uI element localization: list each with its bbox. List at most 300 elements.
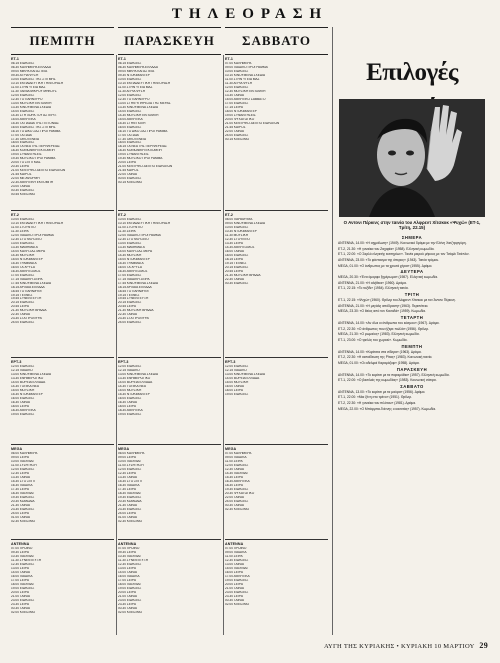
movie-photo-image — [339, 99, 485, 217]
program-listing: 10.10 ΕΚΠΑΙΔΕΥΤΙΚΗ ΤΗΛΕΟΡΑΣΗ — [118, 82, 171, 86]
page-number: 29 — [479, 641, 488, 650]
program-listing: 09.00 ΣΕΙΡΑ — [118, 456, 136, 460]
program-listing: 09.00 ΠΑΙΔΙΚΑ — [225, 456, 247, 460]
program-listing: 10.00 ΠΑΙΧΝΙΔΙ — [118, 460, 141, 464]
program-listing: 18.30 ΚΟΙΝΩΝΙΚΗ ΕΚΠΟΜΠΗ — [118, 149, 162, 153]
program-listing: 12.00 ΠΑΙΔΙΚΟ ΠΡΟΓΡΑΜΜΑ — [11, 234, 54, 238]
program-listing: 20.15 ΕΙΔΗΣΕΙΣ — [118, 301, 142, 305]
program-listing: 07.00 ΠΡΩΙΝΟ — [118, 547, 140, 551]
program-listing: 20.00 ΤΟ ΣΠΙΤΙ ΜΑΣ — [11, 161, 41, 165]
program-listing: 23.00 ΕΙΔΗΣΕΙΣ — [11, 598, 35, 602]
program-listing: 18.15 ΑΡΧΑΙΑ ΕΛΛΑΔΑ — [118, 285, 152, 289]
program-listing: 14.30 ΜΟΥΣΙΚΗ — [11, 253, 35, 257]
movie-entry: ΑΝΤΕΝΝΑ, 14.00: «Το κορίτσι με τα παραμύθια» (1957). Ελληνική κωμωδία. — [338, 372, 450, 377]
movie-entry: ΑΝΤΕΝΝΑ, 14.00: «Η αιχμάλωτη» (1949). Κοινωνικό δράμα με την Ελένη Χατζηαργύρη. — [338, 241, 467, 245]
channel-name: MEGA — [225, 447, 237, 451]
program-listing: 14.00 ΕΙΔΗΣΕΙΣ — [11, 109, 35, 113]
program-listing: 12.00 ΕΙΔΗΣΕΙΣ — [225, 464, 249, 468]
program-listing: 10.00 ΕΙΔΗΣΕΙΣ — [11, 218, 35, 222]
program-listing: 11.30 ΣΕΙΡΑ — [118, 230, 136, 234]
program-listing: 15.30 ΣΤΟ ΣΠΙΤΙ — [118, 480, 143, 484]
program-listing: 13.30 ΜΑΘΗΜΑΤΑ — [11, 246, 38, 250]
movie-photo — [339, 99, 485, 217]
program-listing: 14.00 ΚΑΛΗ ΣΑΣ ΜΕΡΑ — [11, 250, 46, 254]
program-listing: 11.00 ΣΕΙΡΑ — [225, 555, 243, 559]
channel-block — [11, 542, 114, 635]
program-listing: 12.15 ΠΑΙΔΙΚΟ — [11, 369, 33, 373]
program-listing: 16.30 ΤΑΙΝΙΑ — [11, 400, 30, 404]
program-listing: 23.30 ΣΕΙΡΑ — [11, 602, 29, 606]
program-listing: 13.30 ΤΑΙΝΙΑ — [118, 476, 137, 480]
program-listing: 16.00 ΤΑΙΝΙΑ — [225, 385, 244, 389]
movie-day-heading: ΤΕΤΑΡΤΗ — [400, 315, 424, 321]
program-listing: 11.30 ΑΓΡΙΑ ΦΥΣΗ — [118, 90, 146, 94]
program-listing: 21.00 ΤΑΙΝΙΑ — [118, 594, 137, 598]
channel-name: ANTENNA — [118, 542, 137, 546]
channel-block — [11, 447, 114, 537]
program-listing: 11.00 ΣΕΙΡΑ — [225, 460, 243, 464]
program-listing: 22.30 ΤΑΙΝΙΑ — [11, 313, 30, 317]
program-listing: 21.30 ΤΑΙΝΙΑ — [11, 503, 30, 507]
program-listing: 20.30 ΚΩΜΩΔΙΑ — [118, 499, 142, 503]
photo-caption: Ο Αντονι Πέρκινς στην ταινία του Αλφρεντ Χίτσκοκ «Ψυχώ» (ΕΤ-1, Τρίτη, 22.15) — [343, 220, 481, 231]
program-listing: 10.30 ΠΑΙΧΝΙΔΙ — [11, 555, 34, 559]
program-listing: 16.30 ΑΘΛΗΤΙΣΜΟΣ — [11, 269, 41, 273]
program-listing: 17.15 ΣΕΙΡΑ — [225, 105, 243, 109]
movie-entry: ΕΤ-1, 22.00: «Ο βασιλιάς της κωμωδίας» (1983). Κοινωνική σάτιρα. — [338, 378, 437, 383]
channel-name: ΕΤ-2 — [118, 213, 126, 217]
program-listing: 23.30 ΣΤΑ ΠΡΟΘΥΡΑ — [11, 317, 42, 321]
program-listing: 12.30 ΕΙΔΗΣΕΙΣ — [225, 559, 249, 563]
movie-day-heading: ΣΑΒΒΑΤΟ — [400, 383, 424, 389]
program-listing: 14.00 ΕΙΔΗΣΕΙΣ — [118, 109, 142, 113]
program-listing: 24.00 ΕΙΔΗΣΕΙΣ — [225, 499, 249, 503]
program-listing: 21.00 ΚΕΝΤΡΙΚΟ ΔΕΛΤΙΟ ΕΙΔΗΣΕΩΝ — [225, 121, 280, 125]
movie-day-heading: ΠΕΜΠΤΗ — [401, 343, 423, 349]
program-listing: 15.00 ΝΤΟΚΙΜΑΝΤΕΡ — [11, 257, 43, 261]
program-listing: 19.30 ΕΙΔΗΣΕΙΣ — [225, 487, 249, 491]
movie-entry: ΕΤ-2, 21.30: «Η γυναίκα του Ζαχαρία» (1958). Ελληνική κωμωδία. — [338, 246, 435, 251]
program-listing: 00.30 ΤΑΙΝΙΑ — [118, 606, 137, 610]
program-listing: 11.30 ΜΟΥΣΙΚΗ — [225, 234, 249, 238]
channel-block — [118, 360, 221, 442]
program-listing: 13.00 ΜΟΥΣΙΚΗ ΕΚΠΟΜΠΗ — [11, 101, 52, 105]
block-divider — [118, 210, 221, 211]
program-listing: 00.15 ΚΛΕΙΣΙΜΟ — [118, 181, 143, 184]
program-listing: 21.45 ΚΑΙΡΟΣ — [118, 169, 139, 173]
program-listing: 07.00 ΠΡΩΙΝΟ — [225, 547, 247, 551]
program-listing: 20.15 ΕΙΔΗΣΕΙΣ — [225, 265, 249, 269]
program-listing: 00.30 ΤΑΙΝΙΑ — [225, 598, 244, 602]
movie-entry: MEGA, 21.30: «Ο ρωμαίος» (1983). Ελληνική κωμωδία. — [338, 332, 420, 337]
program-listing: 18.00 ΝΤΟΚΙΜΑΝΤΕΡ — [225, 109, 257, 113]
program-listing: 14.30 ΠΑΙΧΝΙΔΙ — [225, 472, 248, 476]
movie-entry: MEGA, 22.00: «Ο Μπάρμπα-Γιάννης ο κανατάς» (1957). Κωμωδία. — [338, 406, 437, 411]
program-listing: 15.00 ΜΟΥΣΙΚΗ — [118, 389, 142, 393]
program-listing: 15.00 ΜΟΥΣΙΚΗ — [225, 381, 249, 385]
channel-name: ΕΤ-2 — [225, 213, 233, 217]
channel-name: ANTENNA — [11, 542, 30, 546]
program-listing: 18.30 ΑΘΛΗΤΙΚΑ — [11, 408, 36, 412]
program-listing: 12.30 ΤΟ ΠΑΡΑΘΥΡΟ — [118, 97, 150, 101]
program-listing: 23.00 ΕΙΔΗΣΕΙΣ — [118, 598, 142, 602]
program-listing: 21.00 ΤΑΙΝΙΑ — [225, 586, 244, 590]
program-listing: 22.30 ΤΑΙΝΙΑ — [118, 313, 137, 317]
program-listing: 16.00 ΠΑΙΔΙΚΑ — [118, 575, 140, 579]
program-listing: 18.15 ΣΕΙΡΑ — [225, 257, 243, 261]
program-listing: 16.00 ΕΙΔΗΣΕΙΣ — [118, 125, 142, 129]
channel-block — [11, 213, 114, 354]
program-listing: 09.00 ΚΙΝΟΥΜΕΝΑ ΣΧΕΔΙΑ — [225, 222, 265, 226]
program-listing: 11.00 ΣΤΟΥΝΤΙΟ — [118, 226, 143, 230]
block-divider — [118, 539, 221, 540]
channel-name: MEGA — [11, 447, 23, 451]
day-heading: ΠΕΜΠΤΗ — [11, 27, 114, 55]
movie-entry: ΕΤ-2, 22.30: «Η γυναίκα του πιλότου» (1981). Δράμα. — [338, 401, 417, 406]
channel-block — [118, 447, 221, 537]
program-listing: 23.00 ΤΑΙΝΙΑ — [11, 184, 30, 188]
program-listing: 00.30 ΤΑΙΝΙΑ — [11, 606, 30, 610]
program-listing: 17.30 ΣΕΙΡΑ — [11, 487, 29, 491]
program-listing: 13.00 ΕΙΔΗΣΕΙΣ — [118, 242, 142, 246]
program-listing: 16.00 ΤΑ ΧΡΥΣΑ — [11, 265, 35, 269]
sidebar-title: Επιλογές — [366, 59, 458, 86]
program-listing: 13.30 ΤΑΙΝΙΑ — [225, 94, 244, 98]
block-divider — [225, 444, 328, 445]
program-listing: 00.00 ΕΙΔΗΣΕΙΣ — [118, 177, 142, 181]
program-listing: 11.30 ΣΕΙΡΑ — [11, 230, 29, 234]
footer-text: ΑΥΓΗ ΤΗΣ ΚΥΡΙΑΚΗΣ • ΚΥΡΙΑΚΗ 10 ΜΑΡΤΙΟΥ — [324, 643, 475, 650]
program-listing: 21.30 ΜΟΥΣΙΚΗ ΒΡΑΔΙΑ — [11, 309, 47, 313]
movie-entry: ΕΤ-2, 22.30: «Ο άνθρωπος που ήξερε πολλά» (1956). Θρίλερ. — [338, 326, 429, 331]
program-listing: 19.00 ΣΥΝΑΝΤΗΣΕΙΣ — [118, 153, 149, 157]
program-listing: 18.30 ΠΑΙΧΝΙΔΙ — [118, 491, 141, 495]
block-divider — [11, 210, 114, 211]
movie-entry: ΑΝΤΕΝΝΑ, 13.00: «Το κορίτσι με τα μαύρα» (1956). Δράμα. — [338, 389, 426, 394]
program-listing: 11.00 ΣΤΗΝ ΥΓΕΙΑ ΜΑΣ — [11, 86, 46, 90]
program-listing: 02.30 ΚΛΕΙΣΙΜΟ — [118, 519, 143, 523]
day-heading: ΠΑΡΑΣΚΕΥΗ — [118, 27, 221, 55]
program-listing: 11.00 ΣΤΗΝ ΥΓΕΙΑ ΜΑΣ — [225, 78, 260, 82]
channel-name: ΕΤ-2 — [11, 213, 19, 217]
program-listing: 12.00 ΕΙΔΗΣΕΙΣ — [11, 94, 35, 98]
program-listing: 21.00 ΚΕΝΤΡΙΚΟ ΔΕΛΤΙΟ ΕΙΔΗΣΕΩΝ — [118, 165, 173, 169]
program-listing: 12.30 ΣΕΙΡΑ — [11, 472, 29, 476]
program-listing: 09.00 ΜΙΚΡΑ ΚΑΙ ΑΣΤΕΙΑ — [118, 70, 155, 74]
program-listing: 19.45 ΣΥΝΕΝΤΕΥΞΗ — [118, 297, 149, 301]
program-listing: 10.10 ΚΙΝΟΥΜΕΝΑ ΣΧΕΔΙΑ — [225, 74, 265, 78]
program-listing: 18.30 ΑΘΛΗΤΙΚΑ — [118, 408, 143, 412]
program-listing: 11.00 ΣΥΖΗΤΗΣΗ — [118, 464, 144, 468]
movie-entry: MEGA, 01.00: «Ο άνθρωπος με τα χρυσά χέρια» (1955). Δράμα. — [338, 263, 433, 268]
program-listing: 11.30 ΣΥΝΕΝΤΕΥΞΗ — [11, 559, 42, 563]
movie-entry: MEGA, 01.00: «Οι αδελφοί Καραμάζοφ» (1958). Δράμα. — [338, 360, 420, 365]
program-listing: 09.00 ΠΑΙΔΙΚΟ ΠΡΟΓΡΑΜΜΑ — [225, 66, 268, 70]
program-listing: 12.00 ΕΙΔΗΣΕΙΣ — [118, 468, 142, 472]
program-listing: 15.00 ΑΘΛΗΤΙΚΑ — [118, 117, 143, 121]
program-listing: 09.30 ΣΕΙΡΑ — [118, 551, 136, 555]
program-listing: 18.00 ΕΙΔΗΣΕΙΣ — [118, 141, 142, 145]
program-listing: 15.30 ΣΤΗΝ ΠΟΛΗ — [118, 121, 146, 125]
block-divider — [225, 210, 328, 211]
program-listing: 19.30 ΜΟΥΣΙΚΟ ΠΡΟΓΡΑΜΜΑ — [11, 157, 56, 161]
program-listing: 11.30 ΑΓΡΙΑ ΦΥΣΗ — [225, 82, 253, 86]
movie-picks-sidebar — [336, 27, 488, 635]
program-listing: 23.30 ΕΙΔΗΣΕΙΣ — [118, 507, 142, 511]
program-listing: 10.00 ΕΙΔΗΣΕΙΣ — [225, 226, 249, 230]
program-listing: 11.00 ΣΤΗΝ ΥΓΕΙΑ ΜΑΣ — [118, 86, 153, 90]
program-listing: 13.00 ΕΙΔΗΣΕΙΣ — [11, 242, 35, 246]
program-listing: 10.00 ΕΙΔΗΣΕΙΣ ΤΗΣ ΣΤΙΓΜΗΣ — [11, 78, 56, 82]
program-listing: 14.30 ΣΤΗ ΧΩΡΑ ΤΟΥ ΑΣΤΕΡΙΞ — [11, 113, 57, 117]
program-listing: 17.00 ΕΙΔΗΣΕΙΣ — [11, 273, 35, 277]
program-listing: 16.10 ΤΟ ΔΙΚΟ ΣΑΣ ΠΡΟΓΡΑΜΜΑ — [11, 129, 61, 133]
program-listing: 22.30 ΑΘΛΗΤΙΚΗ ΕΚΠΟΜΠΗ — [11, 181, 54, 184]
program-listing: 17.15 ΠΑΙΔΙΚΗ ΣΕΙΡΑ — [118, 277, 150, 281]
program-listing: 17.00 ΣΕΙΡΑ — [118, 579, 136, 583]
channel-block — [118, 213, 221, 354]
program-listing: 14.30 ΜΟΥΣΙΚΗ ΕΚΠΟΜΠΗ — [118, 113, 159, 117]
movie-day-heading: ΣΗΜΕΡΑ — [401, 235, 423, 240]
program-listing: 07.00 ΠΡΩΙΝΟ — [11, 547, 33, 551]
movie-list — [338, 235, 486, 412]
program-listing: 06.15 ΕΙΔΗΣΕΙΣ — [11, 62, 35, 66]
program-listing: 19.00 ΕΙΔΗΣΕΙΣ — [225, 579, 249, 583]
program-listing: 13.30 ΕΝΗΜΕΡΩΤΙΚΟ — [118, 377, 151, 381]
program-listing: 20.15 ΕΙΔΗΣΕΙΣ — [11, 301, 35, 305]
program-listing: 19.30 ΜΟΥΣΙΚΟ ΠΡΟΓΡΑΜΜΑ — [118, 157, 163, 161]
block-divider — [11, 539, 114, 540]
program-listing: 18.15 ΤΑ ΝΕΑ ΤΗΣ ΠΕΡΙΦΕΡΕΙΑΣ — [11, 145, 61, 149]
program-listing: 16.00 ΣΕΙΡΑ — [225, 571, 243, 575]
program-listing: 09.30 ΣΕΙΡΑ — [11, 551, 29, 555]
program-listing: 01.00 ΤΑΙΝΙΑ — [118, 515, 137, 519]
program-listing: 17.30 ΟΙΚΟΓΕΝΕΙΑ — [118, 137, 147, 141]
program-listing: 15.30 ΝΤΟΚΙΜΑΝΤΕΡ — [11, 393, 43, 397]
program-listing: 19.30 ΕΙΔΗΣΕΙΣ — [118, 495, 142, 499]
program-listing: 21.30 ΤΑΙΝΙΑ — [118, 503, 137, 507]
program-listing: 12.00 ΕΙΔΗΣΕΙΣ — [118, 94, 142, 98]
program-listing: 14.00 ΒΟΡΕΙΑ ΕΛΛΑΔΑ — [225, 377, 260, 381]
program-listing: 21.00 ΤΑΙΝΙΑ — [11, 594, 30, 598]
program-listing: 15.00 ΜΟΥΣΙΚΗ — [11, 389, 35, 393]
program-listing: 23.30 ΕΙΔΗΣΕΙΣ — [11, 507, 35, 511]
program-listing: 17.00 ΑΘΛΗΤΙΚΑ — [225, 575, 250, 579]
program-listing: 06.00 ΚΑΛΗΜΕΡΑ — [11, 452, 38, 456]
channel-block — [225, 57, 328, 207]
movie-entry: ΑΝΤΕΝΝΑ, 21.00: «Η μεγάλη απόδραση» (1963). Περιπέτεια. — [338, 303, 429, 308]
program-listing: 24.00 ΣΕΙΡΑ — [118, 511, 136, 515]
program-listing: 12.00 ΕΙΔΗΣΕΙΣ — [11, 468, 35, 472]
program-listing: 12.30 ΕΙΔΗΣΕΙΣ — [118, 563, 142, 567]
program-listing: 17.30 ΟΙΚΟΓΕΝΕΙΑ — [11, 137, 40, 141]
program-listing: 10.30 ΝΤΟΚΙΜΑΝΤΕΡ — [225, 230, 257, 234]
program-listing: 06.30 ΚΑΛΗΜΕΡΑ ΕΛΛΑΔΑ — [118, 66, 158, 70]
program-listing: 12.15 ΠΑΙΔΙΚΟ — [225, 369, 247, 373]
program-listing: 18.45 ΤΟ ΠΑΡΑΜΥΘΙ — [11, 289, 42, 293]
program-listing: 23.30 ΣΕΙΡΑ — [118, 602, 136, 606]
program-listing: 15.30 ΤΑ ΠΑΙΔΙΑ ΤΗΣ ΓΕΙΤΟΝΙΑΣ — [11, 121, 59, 125]
program-listing: 09.00 ΠΑΙΔΙΚΑ — [225, 551, 247, 555]
program-listing: 23.30 ΣΤΑ ΠΡΟΘΥΡΑ — [118, 317, 149, 321]
program-listing: 16.30 ΤΑΙΝΙΑ — [118, 400, 137, 404]
program-listing: 06.00 ΚΑΛΗΜΕΡΑ — [118, 452, 145, 456]
program-listing: 16.00 ΕΙΔΗΣΕΙΣ ΤΗΣ ΣΤΙΓΜΗΣ — [11, 125, 56, 129]
program-listing: 16.00 ΠΑΙΔΙΚΑ — [11, 575, 33, 579]
program-listing: 14.00 ΒΟΡΕΙΑ ΕΛΛΑΔΑ — [11, 381, 46, 385]
program-listing: 16.00 ΤΑ ΧΡΥΣΑ — [118, 265, 142, 269]
program-listing: 23.00 ΕΙΔΗΣΕΙΣ — [225, 590, 249, 594]
program-listing: 12.00 ΕΙΔΗΣΕΙΣ — [225, 86, 249, 90]
program-listing: 01.00 ΤΑΙΝΙΑ — [11, 515, 30, 519]
program-listing: 09.00 ΣΕΙΡΑ — [11, 456, 29, 460]
program-listing: 17.00 ΕΙΔΗΣΕΙΣ — [118, 273, 142, 277]
program-listing: 21.45 ΚΑΙΡΟΣ — [225, 125, 246, 129]
program-listing: 10.00 ΠΑΙΧΝΙΔΙ — [11, 460, 34, 464]
program-listing: 13.30 ΤΑΙΝΙΑ — [11, 476, 30, 480]
program-listing: 22.00 ΤΑΙΝΙΑ — [225, 129, 244, 133]
movie-entry: MEGA, 20.30: «Ένα όμορφο ξημέρωμα» (1987). Ελληνική κωμωδία. — [338, 275, 439, 280]
program-listing: 17.45 ΚΙΝΟΥΜΕΝΑ ΣΧΕΔΙΑ — [11, 281, 51, 285]
column-divider — [223, 55, 224, 635]
block-divider — [225, 539, 328, 540]
program-listing: 22.30 ΤΑΙΝΙΑ — [225, 277, 244, 281]
block-divider — [11, 357, 114, 358]
program-listing: 15.00 ΑΘΛΗΤΙΚΟ ΣΑΒΒΑΤΟ — [225, 97, 266, 101]
program-listing: 18.00 ΣΕΙΡΑ — [118, 404, 136, 408]
program-listing: 20.45 ΣΕΙΡΑ — [225, 269, 243, 273]
program-listing: 15.00 ΝΤΟΚΙΜΑΝΤΕΡ — [118, 257, 150, 261]
program-grid — [11, 27, 328, 635]
movie-entry: ΑΝΤΕΝΝΑ, 14.00: «Κορίτσια στα σίδερα» (1963). Δράμα. — [338, 349, 422, 354]
movie-entry: ΑΝΤΕΝΝΑ, 21.00: «Η αλήθεια» (1960). Δράμα. — [338, 280, 407, 285]
program-listing: 13.00 ΤΑΙΝΙΑ — [225, 563, 244, 567]
movie-entry: ΕΤ-2, 22.30: «Η εκπαίδευση της Ρίτας» (1983). Κοινωνική ταινία. — [338, 355, 433, 360]
program-listing: 15.30 ΣΕΙΡΑ — [225, 476, 243, 480]
channel-block — [225, 360, 328, 442]
program-listing: 18.45 ΤΟ ΠΑΡΑΜΥΘΙ — [118, 289, 149, 293]
program-listing: 12.30 ΣΤΟ ΜΟΥΣΕΙΟ — [118, 238, 149, 242]
program-listing: 12.30 ΣΤΟ ΜΟΥΣΕΙΟ — [11, 238, 42, 242]
channel-name: ΕΡΤ-3 — [118, 360, 129, 364]
sidebar-divider — [332, 27, 333, 635]
program-listing: 18.30 ΣΕΙΡΑ — [225, 484, 243, 488]
program-listing: 00.30 ΕΙΔΗΣΕΙΣ — [11, 188, 35, 192]
channel-name: ΕΤ-1 — [225, 57, 233, 61]
channel-name: ΕΤ-1 — [11, 57, 19, 61]
program-listing: 17.45 ΚΙΝΟΥΜΕΝΑ ΣΧΕΔΙΑ — [118, 281, 158, 285]
program-listing: 22.00 ΜΕ ΑΦΟΡΜΗ — [11, 177, 40, 181]
program-listing: 11.00 ΣΤΟΥΝΤΙΟ — [11, 226, 36, 230]
program-listing: 19.15 ΤΕΧΝΕΣ — [225, 261, 247, 265]
program-listing: 16.00 ΕΙΔΗΣΕΙΣ — [118, 397, 142, 401]
program-listing: 12.00 ΕΙΔΗΣΕΙΣ — [225, 365, 249, 369]
program-listing: 19.00 ΣΥΝΑΝΤΗΣΕΙΣ — [11, 153, 42, 157]
movie-entry: ΕΤ-1, 22.00: «Μια ξένη στο τρένο» (1951). Θρίλερ. — [338, 395, 412, 400]
masthead: ΤΗΛΕΟΡΑΣΗ — [171, 6, 329, 22]
block-divider — [225, 357, 328, 358]
program-listing: 20.30 ΣΕΙΡΑ — [11, 165, 29, 169]
block-divider — [118, 357, 221, 358]
program-listing: 20.00 ΣΕΙΡΑ — [118, 590, 136, 594]
program-listing: 12.30 ΜΟΥΣΙΚΗ ΕΚΠΟΜΠΗ — [225, 90, 266, 94]
program-listing: 10.30 ΠΑΙΧΝΙΔΙ — [118, 555, 141, 559]
program-listing: 12.30 ΤΟ ΠΑΡΑΘΥΡΟ — [11, 97, 43, 101]
program-listing: 17.00 ΣΕΙΡΑ — [11, 579, 29, 583]
channel-block — [225, 447, 328, 537]
page-footer — [250, 641, 488, 650]
program-listing: 00.15 ΚΛΕΙΣΙΜΟ — [225, 137, 250, 141]
program-listing: 08.00 ΠΑΡΑΜΥΘΙΑ — [225, 218, 253, 222]
program-listing: 09.30 ΑΓΡΙΑ ΦΥΣΗ — [11, 74, 39, 78]
program-listing: 12.30 ΕΙΔΗΣΕΙΣ — [11, 563, 35, 567]
program-listing: 02.00 ΚΛΕΙΣΙΜΟ — [11, 610, 36, 614]
program-listing: 12.15 ΠΑΙΔΙΚΟ — [118, 369, 140, 373]
program-listing: 13.00 ΣΕΙΡΑ — [118, 567, 136, 571]
program-listing: 17.00 ΕΙΔΗΣΕΙΣ — [225, 101, 249, 105]
program-listing: 18.30 ΚΟΙΝΩΝΙΚΗ ΕΚΠΟΜΠΗ — [11, 149, 55, 153]
program-listing: 16.10 ΤΟ ΔΙΚΟ ΣΑΣ ΠΡΟΓΡΑΜΜΑ — [118, 129, 168, 133]
program-listing: 19.15 ΤΕΧΝΕΣ — [118, 293, 140, 297]
program-listing: 13.30 ΚΙΝΟΥΜΕΝΑ ΣΧΕΔΙΑ — [11, 105, 51, 109]
day-heading: ΣΑΒΒΑΤΟ — [225, 27, 328, 55]
program-listing: 22.00 ΤΑΙΝΙΑ — [225, 495, 244, 499]
block-divider — [118, 444, 221, 445]
program-listing: 14.00 ΚΑΛΗ ΣΑΣ ΜΕΡΑ — [118, 250, 153, 254]
program-listing: 10.00 ΕΙΔΗΣΕΙΣ — [118, 78, 142, 82]
program-listing: 06.30 ΚΑΛΗΜΕΡΑ ΕΛΛΑΔΑ — [11, 66, 51, 70]
program-listing: 02.30 ΚΛΕΙΣΙΜΟ — [225, 507, 250, 511]
program-listing: 12.30 ΣΕΙΡΑ — [118, 472, 136, 476]
program-listing: 18.30 ΠΑΙΧΝΙΔΙ — [11, 491, 34, 495]
program-listing: 18.15 ΤΑ ΝΕΑ ΤΗΣ ΠΕΡΙΦΕΡΕΙΑΣ — [118, 145, 168, 149]
movie-day-heading: ΔΕΥΤΕΡΑ — [400, 269, 424, 275]
movie-entry: ΕΤ-1, 22.00: «Ο Σαρλό ελεγκτής εισιτηρίων». Ταινία μικρού μήκους με τον Τσάρλι Τσάπλιν. — [338, 252, 470, 257]
program-listing: 21.00 ΚΕΝΤΡΙΚΟ ΔΕΛΤΙΟ ΕΙΔΗΣΕΩΝ — [11, 169, 66, 173]
program-listing: 21.30 ΜΟΥΣΙΚΗ ΒΡΑΔΙΑ — [118, 309, 154, 313]
program-listing: 15.30 ΓΡΑΜΜΑΤΑ — [11, 261, 37, 265]
program-listing: 20.00 ΣΕΙΡΑ — [225, 582, 243, 586]
program-listing: 12.00 ΠΑΙΔΙΚΟ ΠΡΟΓΡΑΜΜΑ — [118, 234, 161, 238]
program-listing: 19.00 ΕΙΔΗΣΕΙΣ — [11, 412, 35, 416]
program-listing: 16.30 ΑΘΛΗΤΙΣΜΟΣ — [118, 269, 148, 273]
program-listing: 13.00 ΚΙΝΟΥΜΕΝΑ ΣΧΕΔΙΑ — [11, 373, 51, 377]
program-listing: 10.10 ΕΚΠΑΙΔΕΥΤΙΚΗ ΤΗΛΕΟΡΑΣΗ — [118, 222, 171, 226]
movie-entry: ΕΤ-1, 23.00: «Ο τρελός του χωριού». Κωμωδία. — [338, 337, 408, 342]
program-listing: 02.30 ΚΛΕΙΣΙΜΟ — [11, 519, 36, 523]
program-listing: 10.10 ΕΚΠΑΙΔΕΥΤΙΚΗ ΤΗΛΕΟΡΑΣΗ — [11, 82, 64, 86]
program-listing: 00.45 ΚΛΕΙΣΙΜΟ — [11, 192, 36, 196]
program-listing: 14.00 ΤΑΙΝΙΑ — [118, 571, 137, 575]
program-listing: 24.00 ΕΙΔΗΣΕΙΣ — [118, 321, 142, 325]
program-listing: 18.00 ΕΙΔΗΣΕΙΣ — [225, 253, 249, 257]
program-listing: 21.45 ΚΑΙΡΟΣ — [11, 173, 32, 177]
program-listing: 12.00 ΕΙΔΗΣΕΙΣ — [11, 365, 35, 369]
program-listing: 12.00 ΕΙΔΗΣΕΙΣ — [118, 365, 142, 369]
program-listing: 12.30 ΤΑΙΝΙΑ — [225, 468, 244, 472]
program-listing: 07.00 ΚΑΛΗΜΕΡΑ — [225, 452, 252, 456]
program-listing: 07.00 ΚΑΛΗΜΕΡΑ — [225, 62, 252, 66]
program-listing: 18.00 ΕΙΔΗΣΕΙΣ — [11, 141, 35, 145]
program-listing: 00.30 ΤΑΙΝΙΑ — [225, 503, 244, 507]
program-listing: 02.00 ΚΛΕΙΣΙΜΟ — [118, 610, 143, 614]
program-listing: 13.00 ΚΙΝΟΥΜΕΝΑ ΣΧΕΔΙΑ — [225, 373, 265, 377]
program-listing: 11.30 ΣΥΝΕΝΤΕΥΞΗ — [118, 559, 149, 563]
channel-name: MEGA — [118, 447, 130, 451]
program-listing: 14.30 ΤΟΠΙΚΑ ΝΕΑ — [11, 385, 39, 389]
program-listing: 17.00 ΤΑΞΙΔΙΑ — [118, 133, 139, 137]
program-listing: 14.00 ΤΑΙΝΙΑ — [11, 571, 30, 575]
